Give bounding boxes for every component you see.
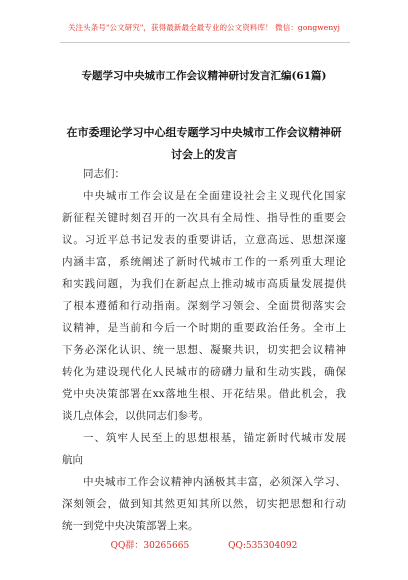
footer-qq-group: QQ群：30265665	[110, 541, 190, 551]
salutation: 同志们：	[83, 168, 125, 180]
speech-title-line-1: 在市委理论学习中心组专题学习中央城市工作会议精神研	[66, 126, 342, 139]
body-line: 统一到党中央决策部署上来。	[62, 520, 199, 532]
body-line: 中央城市工作会议精神内涵极其丰富，必须深入学习、	[83, 476, 346, 488]
header-divider	[60, 42, 350, 43]
section-heading-continued: 航向	[62, 454, 83, 466]
body-line: 新征程关键时刻召开的一次具有全局性、指导性的重要会	[62, 212, 346, 224]
section-heading: 一、筑牢人民至上的思想根基，锚定新时代城市发展	[83, 432, 346, 444]
body-line: 转化为建设现代化人民城市的磅礴力量和生动实践，确保	[62, 366, 346, 378]
body-line: 下务必深化认识、统一思想、凝聚共识，切实把会议精神	[62, 344, 346, 356]
body-line: 议。习近平总书记发表的重要讲话，立意高远、思想深邃	[62, 234, 346, 246]
header-promo-note: 关注头条号"公文研究"，获得最新最全最专业的公文资料库！ 微信：gongwenyj	[67, 23, 341, 32]
document-title: 专题学习中央城市工作会议精神研讨发言汇编(61篇)	[81, 70, 327, 82]
speech-title-line-2: 讨会上的发言	[171, 148, 237, 161]
body-line: 议精神，是当前和今后一个时期的重要政治任务。全市上	[62, 322, 346, 334]
footer-contact	[0, 538, 408, 551]
body-line: 了根本遵循和行动指南。深刻学习领会、全面贯彻落实会	[62, 300, 346, 312]
body-line: 谈几点体会，以供同志们参考。	[62, 410, 209, 422]
body-line: 和实践问题，为我们在新起点上推动城市高质量发展提供	[62, 278, 346, 290]
body-line: 内涵丰富，系统阐述了新时代城市工作的一系列重大理论	[62, 256, 346, 268]
body-line: 深刻领会，做到知其然更知其所以然，切实把思想和行动	[62, 498, 346, 510]
footer-qq: QQ:535304092	[228, 541, 298, 551]
body-line: 中央城市工作会议是在全面建设社会主义现代化国家	[83, 190, 346, 202]
body-line: 党中央决策部署在xx落地生根、开花结果。借此机会，我	[62, 388, 346, 400]
